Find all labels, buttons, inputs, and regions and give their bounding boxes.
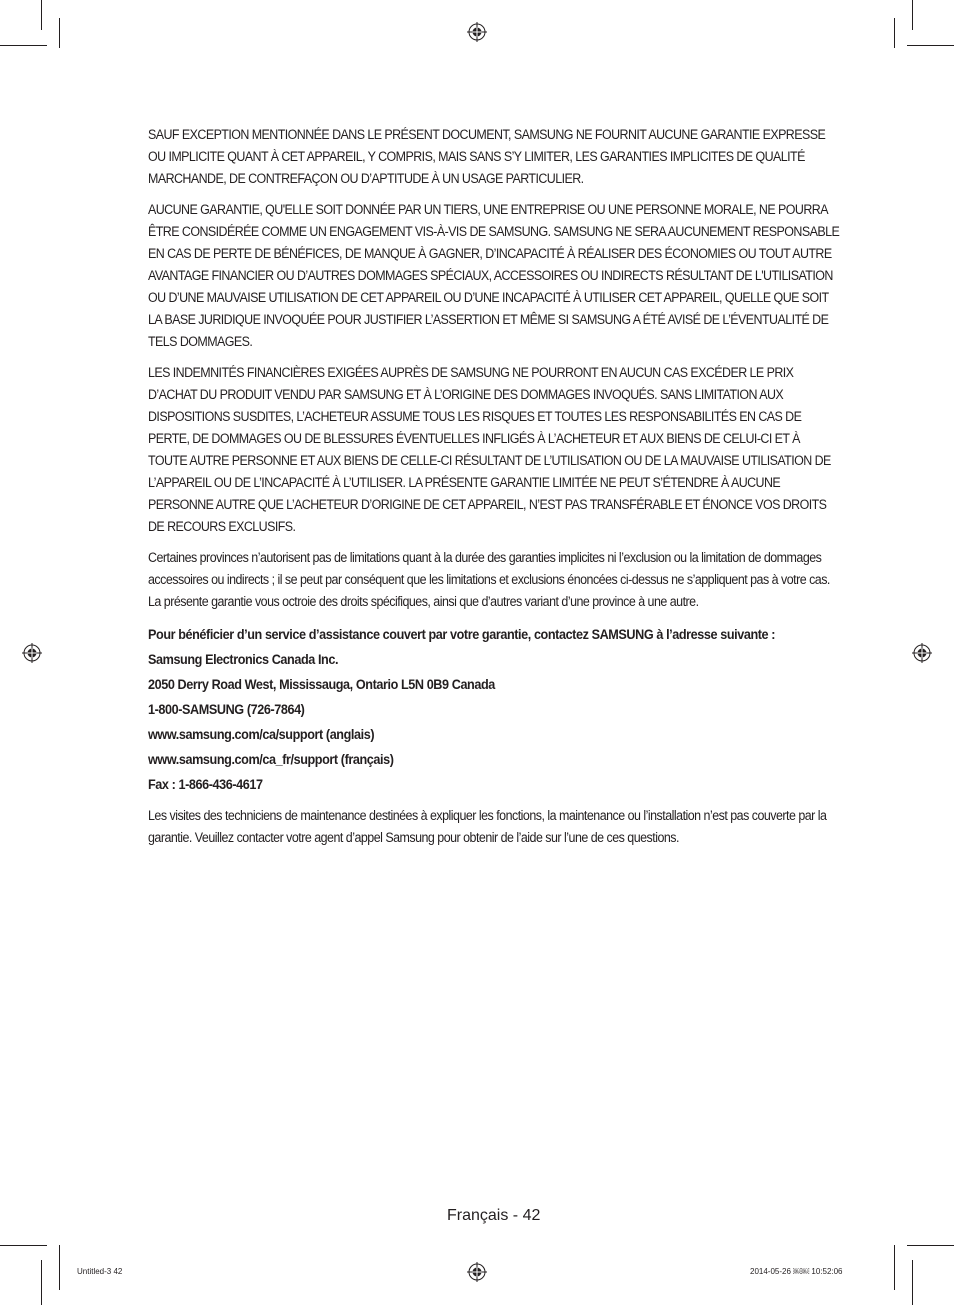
crop-mark-icon	[912, 0, 913, 30]
crop-mark-icon	[912, 1260, 913, 1305]
crop-mark-icon	[907, 1245, 954, 1246]
liability-paragraph: AUCUNE GARANTIE, QU'ELLE SOIT DONNÉE PAR UN TIERS, UNE ENTREPRISE OU UNE PERSONNE MORALE, NE POURRA ÊTRE CONSIDÉRÉE COMME UN ENGAGEMENT VIS-À-VIS DE SAMSUNG. SAMSUNG NE SERA AUCUNEMENT RESPONSABLE EN CAS DE PERTE DE BÉNÉFICES, DE MANQUE À GAGNER, D’INCAPACITÉ À RÉALISER DES ÉCONOMIES OU TOUT AUTRE AVANTAGE FINANCIER OU D’AUTRES DOMMAGES SPÉCIAUX, ACCESSOIRES OU INDIRECTS RÉSULTANT DE L'UTILISATION OU D’UNE MAUVAISE UTILISATION DE CET APPAREIL OU D’UNE INCAPACITÉ À UTILISER CET APPAREIL, QUELLE QUE SOIT LA BASE JURIDIQUE INVOQUÉE POUR JUSTIFIER L’ASSERTION ET MÊME SI SAMSUNG A ÉTÉ AVISÉ DE L’ÉVENTUALITÉ DE TELS DOMMAGES.	[148, 202, 840, 349]
crop-mark-icon	[41, 0, 42, 30]
contact-phone: 1-800-SAMSUNG (726-7864)	[148, 702, 305, 717]
crop-mark-icon	[894, 1245, 895, 1290]
contact-web-fr-link[interactable]: www.samsung.com/ca_fr/support (français)	[148, 752, 394, 767]
registration-mark-icon	[22, 643, 42, 663]
document-body	[148, 124, 840, 858]
registration-mark-icon	[912, 643, 932, 663]
indemnity-paragraph: LES INDEMNITÉS FINANCIÈRES EXIGÉES AUPRÈS DE SAMSUNG NE POURRONT EN AUCUN CAS EXCÉDER LE PRIX D’ACHAT DU PRODUIT VENDU PAR SAMSUNG ET À L’ORIGINE DES DOMMAGES INVOQUÉS. SANS LIMITATION AUX DISPOSITIONS SUSDITES, L’ACHETEUR ASSUME TOUS LES RISQUES ET TOUTES LES RESPONSABILITÉS EN CAS DE PERTE, DE DOMMAGES OU DE BLESSURES ÉVENTUELLES INFLIGÉS À L’ACHETEUR ET AUX BIENS DE CELUI-CI ET À TOUTE AUTRE PERSONNE ET AUX BIENS DE CELLE-CI RÉSULTANT DE L’UTILISATION OU DE LA MAUVAISE UTILISATION DE L’APPAREIL OU DE L’INCAPACITÉ À L’UTILISER. LA PRÉSENTE GARANTIE LIMITÉE NE PEUT S’ÉTENDRE À AUCUNE PERSONNE AUTRE QUE L’ACHETEUR D’ORIGINE DE CET APPAREIL, N’EST PAS TRANSFÉRABLE ET ÉNONCE VOS DROITS DE RECOURS EXCLUSIFS.	[148, 365, 831, 534]
contact-block	[148, 622, 840, 797]
closing-paragraph: Les visites des techniciens de maintenance destinées à expliquer les fonctions, la maintenance ou l’installation n’est pas couverte par la garantie. Veuillez contacter votre agent d’appel Samsung pour obtenir de l’aide sur l’une de ces questions.	[148, 808, 827, 845]
crop-mark-icon	[59, 1245, 60, 1290]
slug-left: Untitled-3 42	[77, 1267, 123, 1276]
registration-mark-icon	[467, 22, 487, 42]
disclaimer-paragraph: SAUF EXCEPTION MENTIONNÉE DANS LE PRÉSENT DOCUMENT, SAMSUNG NE FOURNIT AUCUNE GARANTIE EXPRESSE OU IMPLICITE QUANT À CET APPAREIL, Y COMPRIS, MAIS SANS S’Y LIMITER, LES GARANTIES IMPLICITES DE QUALITÉ MARCHANDE, DE CONTREFAÇON OU D’APTITUDE À UN USAGE PARTICULIER.	[148, 127, 826, 186]
crop-mark-icon	[0, 1245, 47, 1246]
crop-mark-icon	[59, 18, 60, 48]
crop-mark-icon	[0, 45, 47, 46]
contact-company: Samsung Electronics Canada Inc.	[148, 652, 339, 667]
crop-mark-icon	[907, 45, 954, 46]
page-number: Français - 42	[447, 1207, 541, 1224]
provinces-paragraph: Certaines provinces n’autorisent pas de limitations quant à la durée des garanties implicites ni l’exclusion ou la limitation de dommages accessoires ou indirects ; il se peut par conséquent que les limitations et exclusions énoncées ci-dessus ne s’appliquent pas à votre cas. La présente garantie vous octroie des droits spécifiques, ainsi que d’autres variant d’une province à une autre.	[148, 550, 830, 609]
crop-mark-icon	[41, 1260, 42, 1305]
contact-fax: Fax : 1-866-436-4617	[148, 777, 263, 792]
slug-right: 2014-05-26 ￼￼ 10:52:06	[750, 1267, 843, 1276]
contact-intro: Pour bénéficier d’un service d’assistance couvert par votre garantie, contactez SAMSUNG à l’adresse suivante :	[148, 627, 776, 642]
contact-web-en-link[interactable]: www.samsung.com/ca/support (anglais)	[148, 727, 375, 742]
crop-mark-icon	[894, 18, 895, 48]
registration-mark-icon	[467, 1262, 487, 1282]
contact-address: 2050 Derry Road West, Mississauga, Ontario L5N 0B9 Canada	[148, 677, 495, 692]
